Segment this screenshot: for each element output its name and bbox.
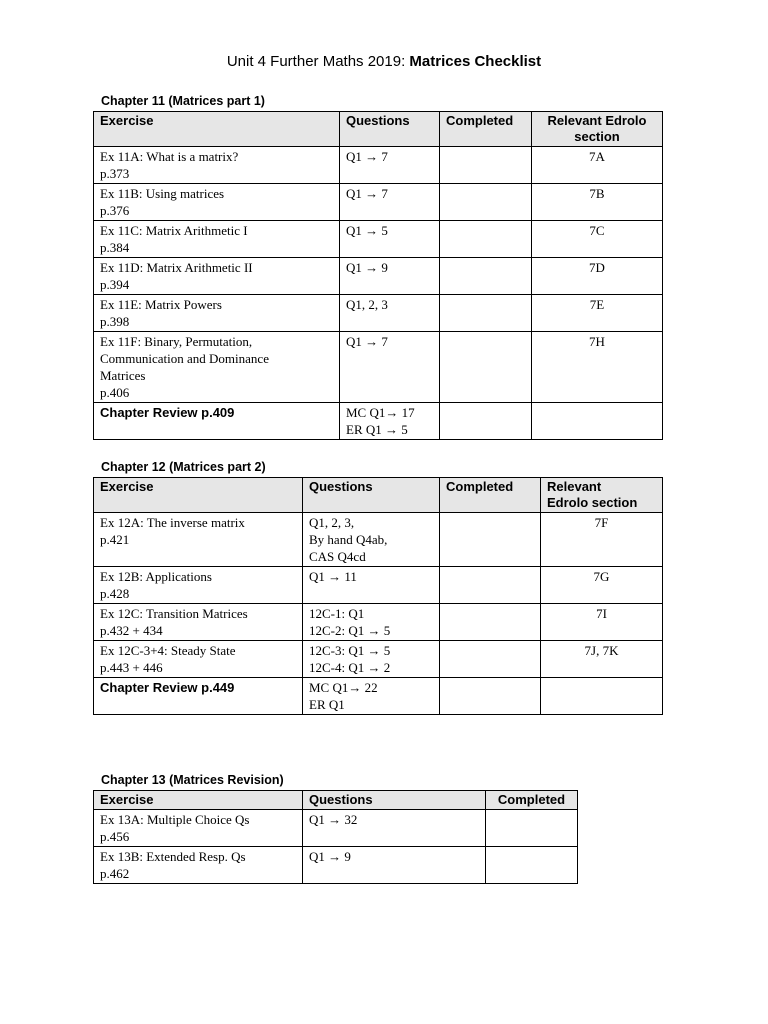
exercise-cell: Ex 12A: The inverse matrix p.421 [94,513,303,567]
table-row [94,147,663,184]
completed-cell[interactable] [486,847,578,884]
table-row [94,221,663,258]
section-cell: 7I [541,604,663,641]
exercise-cell: Ex 11E: Matrix Powers p.398 [94,295,340,332]
completed-cell[interactable] [440,295,532,332]
chapter-13-heading: Chapter 13 (Matrices Revision) [101,773,284,787]
questions-cell: Q1 → 7 [340,184,440,221]
completed-cell[interactable] [440,604,541,641]
header-edrolo-section: Relevant Edrolo section [541,478,663,513]
section-cell: 7G [541,567,663,604]
questions-cell: Q1 → 9 [340,258,440,295]
section-cell: 7B [532,184,663,221]
section-cell [532,403,663,440]
completed-cell[interactable] [440,258,532,295]
header-questions: Questions [303,791,486,810]
table-row [94,258,663,295]
table-row [94,810,578,847]
table-row [94,567,663,604]
table-row [94,847,578,884]
questions-cell: 12C-1: Q1 12C-2: Q1 → 5 [303,604,440,641]
questions-cell: Q1 → 9 [303,847,486,884]
exercise-cell: Ex 13A: Multiple Choice Qs p.456 [94,810,303,847]
table-row [94,295,663,332]
questions-cell: Q1 → 7 [340,332,440,403]
exercise-cell: Ex 12C: Transition Matrices p.432 + 434 [94,604,303,641]
header-completed: Completed [440,112,532,147]
chapter-12-heading: Chapter 12 (Matrices part 2) [101,460,266,474]
completed-cell[interactable] [440,678,541,715]
completed-cell[interactable] [440,332,532,403]
header-exercise: Exercise [94,791,303,810]
section-cell: 7H [532,332,663,403]
questions-cell: Q1 → 11 [303,567,440,604]
header-completed: Completed [440,478,541,513]
completed-cell[interactable] [440,403,532,440]
header-edrolo-section: Relevant Edrolo section [532,112,663,147]
chapter-review-label: Chapter Review p.409 [94,403,340,440]
chapter-review-row [94,403,663,440]
header-completed: Completed [486,791,578,810]
chapter-11-table [93,111,663,440]
header-exercise: Exercise [94,112,340,147]
completed-cell[interactable] [440,147,532,184]
header-questions: Questions [303,478,440,513]
section-cell: 7C [532,221,663,258]
table-row [94,604,663,641]
chapter-review-label: Chapter Review p.449 [94,678,303,715]
exercise-cell: Ex 12B: Applications p.428 [94,567,303,604]
completed-cell[interactable] [440,513,541,567]
table-header-row [94,791,578,810]
table-header-row [94,112,663,147]
chapter-13-table [93,790,578,884]
questions-cell: Q1 → 5 [340,221,440,258]
questions-cell: Q1 → 32 [303,810,486,847]
exercise-cell: Ex 11C: Matrix Arithmetic I p.384 [94,221,340,258]
chapter-review-row [94,678,663,715]
chapter-11-heading: Chapter 11 (Matrices part 1) [101,94,265,108]
questions-cell: Q1, 2, 3, By hand Q4ab, CAS Q4cd [303,513,440,567]
header-exercise: Exercise [94,478,303,513]
section-cell: 7A [532,147,663,184]
exercise-cell: Ex 13B: Extended Resp. Qs p.462 [94,847,303,884]
exercise-cell: Ex 11A: What is a matrix? p.373 [94,147,340,184]
questions-cell: Q1, 2, 3 [340,295,440,332]
exercise-cell: Ex 11B: Using matrices p.376 [94,184,340,221]
section-cell: 7J, 7K [541,641,663,678]
completed-cell[interactable] [440,567,541,604]
questions-cell: MC Q1→ 17 ER Q1 → 5 [340,403,440,440]
section-cell: 7F [541,513,663,567]
exercise-cell: Ex 11F: Binary, Permutation, Communication and Dominance Matrices p.406 [94,332,340,403]
table-row [94,641,663,678]
table-row [94,513,663,567]
section-cell: 7D [532,258,663,295]
section-cell: 7E [532,295,663,332]
page-title: Unit 4 Further Maths 2019: Matrices Checklist [226,53,542,70]
questions-cell: MC Q1→ 22 ER Q1 [303,678,440,715]
table-header-row [94,478,663,513]
header-questions: Questions [340,112,440,147]
table-row [94,184,663,221]
exercise-cell: Ex 11D: Matrix Arithmetic II p.394 [94,258,340,295]
table-row [94,332,663,403]
exercise-cell: Ex 12C-3+4: Steady State p.443 + 446 [94,641,303,678]
completed-cell[interactable] [486,810,578,847]
completed-cell[interactable] [440,221,532,258]
completed-cell[interactable] [440,641,541,678]
questions-cell: Q1 → 7 [340,147,440,184]
section-cell [541,678,663,715]
chapter-12-table [93,477,663,715]
completed-cell[interactable] [440,184,532,221]
questions-cell: 12C-3: Q1 → 5 12C-4: Q1 → 2 [303,641,440,678]
